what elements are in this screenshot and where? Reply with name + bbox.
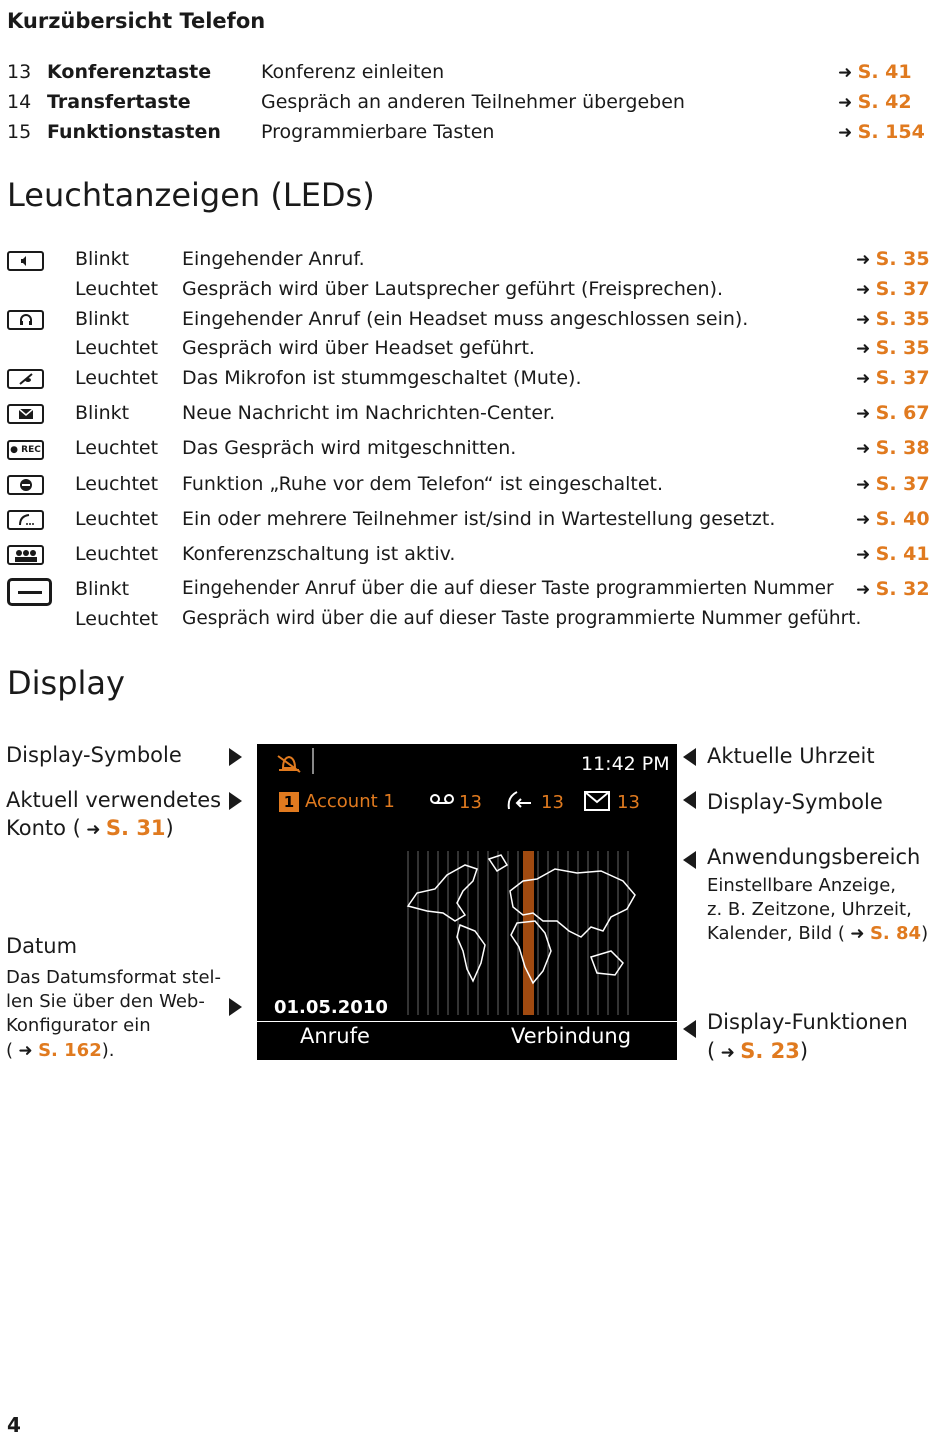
function-key-icon	[7, 578, 52, 606]
led-state: Leuchtet	[75, 608, 159, 630]
page-reference[interactable]: ➜ S. 37	[856, 278, 930, 300]
led-description: Eingehender Anruf über die auf dieser Taste programmierten Nummer	[182, 578, 834, 599]
page-reference[interactable]: ➜ S. 37	[856, 473, 930, 495]
softkey-divider	[257, 1021, 677, 1022]
arrow-icon: ➜	[80, 820, 106, 840]
account-number-badge: 1	[279, 792, 299, 812]
separator	[312, 748, 314, 774]
key-number: 14	[7, 91, 32, 113]
led-state: Blinkt	[75, 578, 130, 600]
page-reference[interactable]: ➜ S. 41	[856, 543, 930, 565]
display-heading: Display	[7, 664, 125, 702]
label-account-line1: Aktuell verwendetes	[6, 788, 222, 812]
arrow-left-icon	[683, 851, 696, 869]
rec-icon: ● REC	[7, 440, 44, 460]
leds-heading: Leuchtanzeigen (LEDs)	[7, 176, 375, 214]
voicemail-icon	[429, 794, 455, 806]
label-current-time: Aktuelle Uhrzeit	[707, 744, 875, 768]
speaker-icon	[7, 251, 44, 271]
missed-calls-count: 13	[541, 792, 564, 813]
page-reference[interactable]: ➜ S. 35	[856, 248, 930, 270]
arrow-icon: ➜	[838, 123, 858, 143]
key-name: Funktionstasten	[47, 121, 221, 143]
led-state: Leuchtet	[75, 543, 159, 565]
missed-call-icon	[505, 789, 535, 813]
label-display-symbols-right: Display-Symbole	[707, 790, 883, 814]
arrow-right-icon	[229, 998, 242, 1016]
do-not-disturb-icon	[7, 475, 44, 495]
led-state: Leuchtet	[75, 337, 159, 359]
world-map-timezone-icon	[405, 851, 639, 1015]
page-header: Kurzübersicht Telefon	[7, 9, 266, 33]
phone-display	[257, 744, 677, 1060]
messages-count: 13	[617, 792, 640, 813]
led-state: Leuchtet	[75, 278, 159, 300]
label-date-line: len Sie über den Web-	[6, 991, 205, 1012]
arrow-left-icon	[683, 748, 696, 766]
key-name: Transfertaste	[47, 91, 191, 113]
page-reference[interactable]: ➜ S. 41	[838, 61, 912, 83]
led-description: Konferenzschaltung ist aktiv.	[182, 543, 456, 565]
arrow-icon: ➜	[838, 63, 858, 83]
led-description: Eingehender Anruf (ein Headset muss angeschlossen sein).	[182, 308, 749, 330]
label-display-functions: Display-Funktionen	[707, 1010, 908, 1034]
page-reference[interactable]: ➜ S. 38	[856, 437, 930, 459]
mute-icon	[7, 369, 44, 389]
arrow-icon: ➜	[838, 93, 858, 113]
softkey-verbindung[interactable]: Verbindung	[511, 1024, 632, 1048]
arrow-left-icon	[683, 791, 696, 809]
voicemail-count: 13	[459, 792, 482, 813]
conference-icon	[7, 545, 44, 565]
page-reference[interactable]: S. 84	[869, 923, 922, 944]
label-display-functions-ref: ( ➜ S. 23)	[707, 1039, 809, 1063]
message-icon	[7, 404, 44, 424]
arrow-right-icon	[229, 748, 242, 766]
page-reference[interactable]: ➜ S. 35	[856, 337, 930, 359]
page-reference[interactable]: S. 31	[105, 816, 166, 840]
ringer-off-icon	[275, 752, 303, 774]
led-description: Eingehender Anruf.	[182, 248, 365, 270]
led-description: Das Gespräch wird mitgeschnitten.	[182, 437, 517, 459]
page-reference[interactable]: ➜ S. 154	[838, 121, 925, 143]
page-reference[interactable]: S. 162	[38, 1040, 102, 1061]
led-state: Leuchtet	[75, 437, 159, 459]
account-name: Account 1	[305, 791, 395, 812]
label-date-line: Konfigurator ein	[6, 1015, 151, 1036]
key-description: Programmierbare Tasten	[261, 121, 495, 143]
page-number: 4	[7, 1413, 21, 1437]
page-reference[interactable]: ➜ S. 42	[838, 91, 912, 113]
page-reference[interactable]: ➜ S. 37	[856, 367, 930, 389]
hold-icon	[7, 510, 44, 530]
page-reference[interactable]: ➜ S. 35	[856, 308, 930, 330]
led-description: Gespräch wird über die auf dieser Taste programmierte Nummer geführt.	[182, 608, 862, 629]
screen-time: 11:42 PM	[581, 753, 670, 775]
message-envelope-icon	[584, 791, 610, 811]
led-state: Blinkt	[75, 248, 130, 270]
softkey-anrufe[interactable]: Anrufe	[300, 1024, 370, 1048]
led-description: Ein oder mehrere Teilnehmer ist/sind in Wartestellung gesetzt.	[182, 508, 776, 530]
headset-icon	[7, 310, 44, 330]
page-reference[interactable]: ➜ S. 40	[856, 508, 930, 530]
key-number: 15	[7, 121, 32, 143]
arrow-icon: ➜	[844, 924, 870, 944]
label-date-line: Das Datumsformat stel-	[6, 967, 222, 988]
led-description: Gespräch wird über Headset geführt.	[182, 337, 535, 359]
key-description: Gespräch an anderen Teilnehmer übergeben	[261, 91, 685, 113]
led-description: Gespräch wird über Lautsprecher geführt (Freisprechen).	[182, 278, 724, 300]
led-description: Funktion „Ruhe vor dem Telefon“ ist eingeschaltet.	[182, 473, 664, 495]
page-reference[interactable]: S. 23	[740, 1039, 800, 1063]
page-reference[interactable]: ➜ S. 32	[856, 578, 930, 600]
led-state: Leuchtet	[75, 508, 159, 530]
led-state: Leuchtet	[75, 367, 159, 389]
key-number: 13	[7, 61, 32, 83]
label-application-line: Einstellbare Anzeige,	[707, 875, 897, 896]
key-name: Konferenztaste	[47, 61, 212, 83]
key-description: Konferenz einleiten	[261, 61, 445, 83]
arrow-icon: ➜	[13, 1041, 39, 1061]
label-display-symbols: Display-Symbole	[6, 743, 182, 767]
led-state: Blinkt	[75, 308, 130, 330]
label-date-line: ( ➜ S. 162).	[6, 1040, 115, 1061]
label-application-line: Kalender, Bild ( ➜ S. 84)	[707, 923, 929, 944]
page-reference[interactable]: ➜ S. 67	[856, 402, 930, 424]
label-account-line2: Konto ( ➜ S. 31)	[6, 816, 174, 840]
arrow-right-icon	[229, 792, 242, 810]
label-application-area: Anwendungsbereich	[707, 845, 921, 869]
arrow-icon: ➜	[715, 1043, 741, 1063]
led-state: Blinkt	[75, 402, 130, 424]
arrow-left-icon	[683, 1020, 696, 1038]
label-date-title: Datum	[6, 934, 78, 958]
led-description: Das Mikrofon ist stummgeschaltet (Mute).	[182, 367, 582, 389]
led-description: Neue Nachricht im Nachrichten-Center.	[182, 402, 556, 424]
label-application-line: z. B. Zeitzone, Uhrzeit,	[707, 899, 912, 920]
led-state: Leuchtet	[75, 473, 159, 495]
screen-date: 01.05.2010	[274, 997, 388, 1018]
